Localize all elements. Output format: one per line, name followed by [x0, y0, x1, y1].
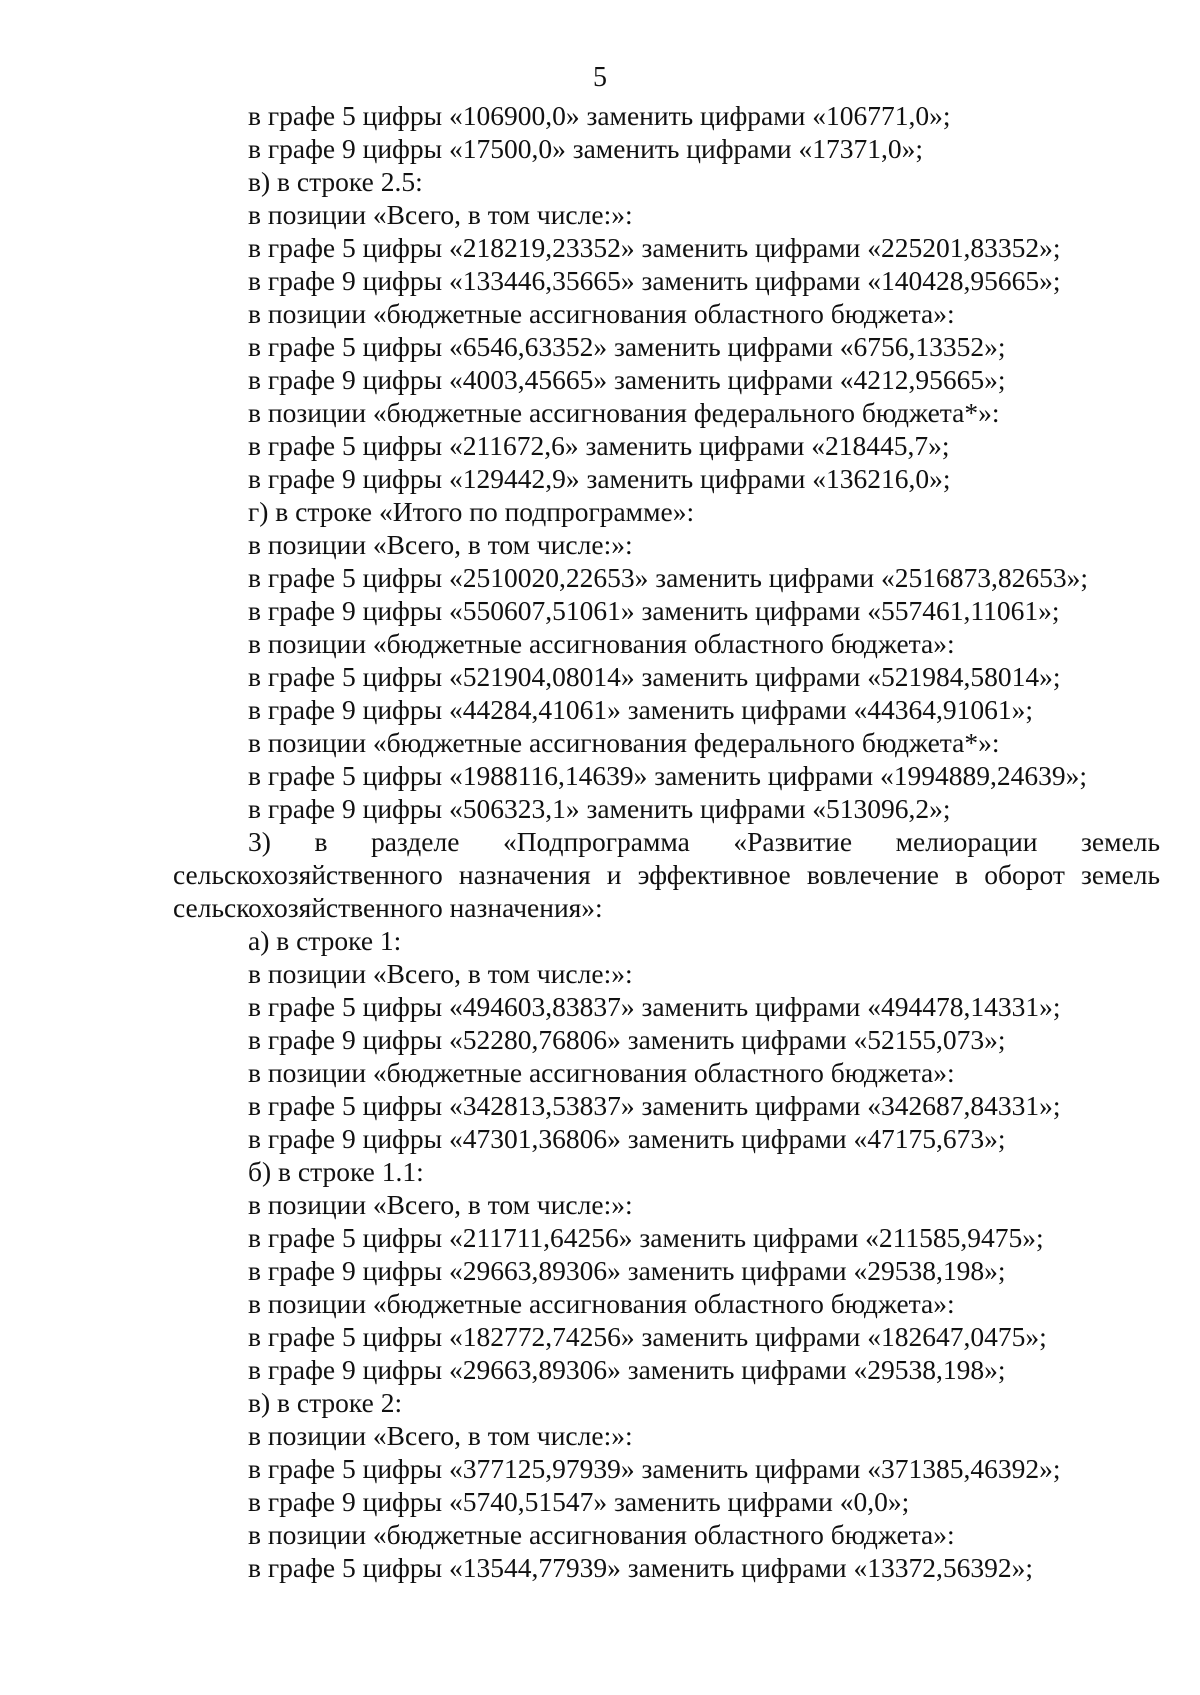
- text-line: в графе 9 цифры «506323,1» заменить цифрами «513096,2»;: [248, 793, 951, 824]
- text-line: в графе 5 цифры «182772,74256» заменить цифрами «182647,0475»;: [248, 1321, 1047, 1352]
- text-line: в графе 5 цифры «1988116,14639» заменить цифрами «1994889,24639»;: [248, 760, 1087, 791]
- text-line: в позиции «бюджетные ассигнования областного бюджета»:: [248, 1057, 955, 1088]
- text-line: в графе 9 цифры «5740,51547» заменить цифрами «0,0»;: [248, 1486, 910, 1517]
- text-line: в позиции «бюджетные ассигнования федерального бюджета*»:: [248, 397, 1000, 428]
- text-line: в позиции «бюджетные ассигнования областного бюджета»:: [248, 1288, 955, 1319]
- text-line: в графе 5 цифры «106900,0» заменить цифрами «106771,0»;: [248, 100, 951, 131]
- text-line: в позиции «Всего, в том числе:»:: [248, 1189, 633, 1220]
- text-line: в) в строке 2.5:: [248, 166, 423, 197]
- text-line: в графе 5 цифры «377125,97939» заменить цифрами «371385,46392»;: [248, 1453, 1061, 1484]
- text-line: в графе 9 цифры «133446,35665» заменить цифрами «140428,95665»;: [248, 265, 1061, 296]
- text-line: в позиции «бюджетные ассигнования областного бюджета»:: [248, 298, 955, 329]
- text-line: в графе 5 цифры «218219,23352» заменить цифрами «225201,83352»;: [248, 232, 1061, 263]
- text-line: в графе 9 цифры «47301,36806» заменить цифрами «47175,673»;: [248, 1123, 1006, 1154]
- text-line: в графе 5 цифры «2510020,22653» заменить цифрами «2516873,82653»;: [248, 562, 1088, 593]
- text-line: в позиции «Всего, в том числе:»:: [248, 529, 633, 560]
- text-line: г) в строке «Итого по подпрограмме»:: [248, 496, 695, 527]
- text-line: в графе 9 цифры «550607,51061» заменить цифрами «557461,11061»;: [248, 595, 1060, 626]
- text-line: в графе 9 цифры «29663,89306» заменить цифрами «29538,198»;: [248, 1354, 1006, 1385]
- text-line: в графе 5 цифры «13544,77939» заменить цифрами «13372,56392»;: [248, 1552, 1033, 1583]
- text-line: в позиции «Всего, в том числе:»:: [248, 1420, 633, 1451]
- text-line: в графе 9 цифры «44284,41061» заменить цифрами «44364,91061»;: [248, 694, 1033, 725]
- text-line: в позиции «бюджетные ассигнования областного бюджета»:: [248, 1519, 955, 1550]
- text-line: в графе 9 цифры «52280,76806» заменить цифрами «52155,073»;: [248, 1024, 1006, 1055]
- document-body: [0, 99, 1200, 1584]
- text-line: в графе 9 цифры «129442,9» заменить цифрами «136216,0»;: [248, 463, 951, 494]
- text-line: в графе 5 цифры «494603,83837» заменить цифрами «494478,14331»;: [248, 991, 1061, 1022]
- text-line: в графе 5 цифры «211672,6» заменить цифрами «218445,7»;: [248, 430, 950, 461]
- text-line: а) в строке 1:: [248, 925, 402, 956]
- text-line: в позиции «бюджетные ассигнования федерального бюджета*»:: [248, 727, 1000, 758]
- text-line: в графе 5 цифры «342813,53837» заменить цифрами «342687,84331»;: [248, 1090, 1061, 1121]
- text-line: в графе 5 цифры «211711,64256» заменить цифрами «211585,9475»;: [248, 1222, 1044, 1253]
- text-line: в) в строке 2:: [248, 1387, 403, 1418]
- page-number: 5: [593, 62, 607, 93]
- text-line: в графе 9 цифры «4003,45665» заменить цифрами «4212,95665»;: [248, 364, 1006, 395]
- text-line: б) в строке 1.1:: [248, 1156, 424, 1187]
- text-line: в позиции «бюджетные ассигнования областного бюджета»:: [248, 628, 955, 659]
- text-line: в графе 9 цифры «29663,89306» заменить цифрами «29538,198»;: [248, 1255, 1006, 1286]
- text-line: в графе 9 цифры «17500,0» заменить цифрами «17371,0»;: [248, 133, 923, 164]
- section-paragraph: 3) в разделе «Подпрограмма «Развитие мелиорации земель сельскохозяйственного назначения и эффективное вовлечение в оборот земель сельскохозяйственного назначения»:: [173, 826, 1160, 923]
- text-line: в позиции «Всего, в том числе:»:: [248, 199, 633, 230]
- text-line: в позиции «Всего, в том числе:»:: [248, 958, 633, 989]
- text-line: в графе 5 цифры «6546,63352» заменить цифрами «6756,13352»;: [248, 331, 1006, 362]
- text-line: в графе 5 цифры «521904,08014» заменить цифрами «521984,58014»;: [248, 661, 1061, 692]
